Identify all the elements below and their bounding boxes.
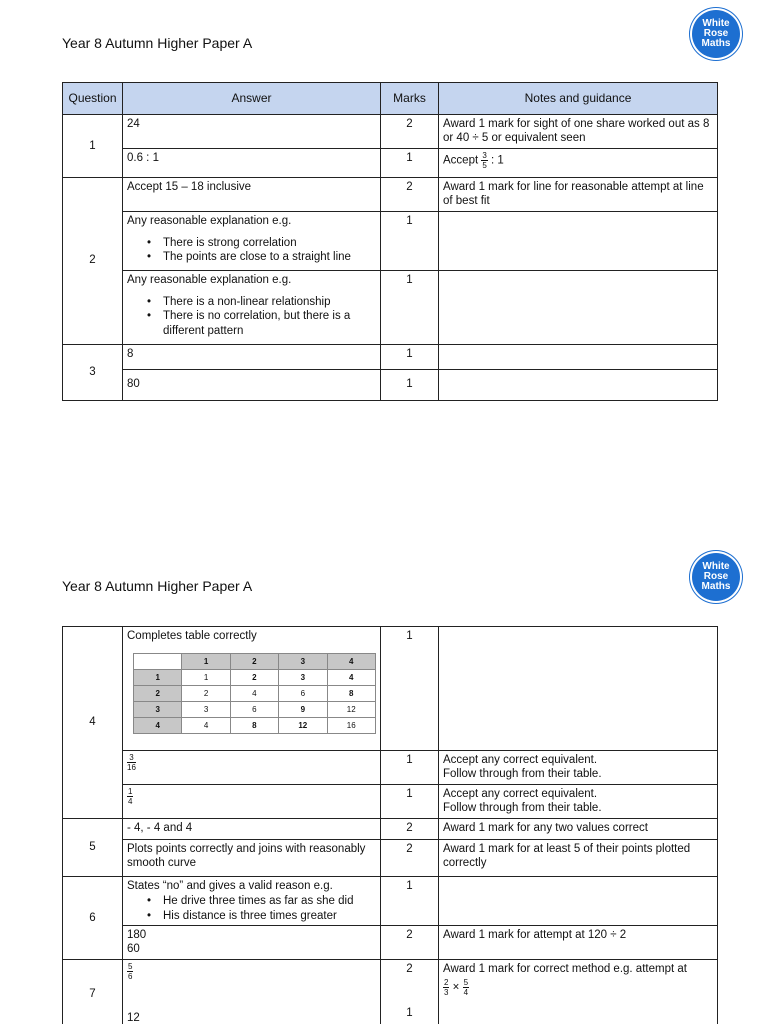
marks-cell: 1 [381,784,439,818]
column-header: 1 [182,654,230,670]
notes-cell [439,627,718,751]
table-cell: 1 [182,670,230,686]
answer-cell [123,751,381,785]
question-number: 7 [63,959,123,1024]
table-cell: 4 [182,718,230,734]
notes-cell [439,369,718,400]
table-row [63,784,718,818]
list-item: • There is strong correlation [147,236,376,250]
table-row [63,177,718,211]
marks-cell: 2 [381,839,439,876]
table-row [63,818,718,839]
table-row [63,148,718,177]
table-cell: 16 [327,718,375,734]
table-cell: 2 [182,686,230,702]
table-row [63,270,718,344]
answer-cell: - 4, - 4 and 4 [123,818,381,839]
bullet-list [147,295,376,338]
header-answer: Answer [123,83,381,115]
fraction: $\frac{5}{4}$ [463,978,469,997]
marks-cell: 2 [381,925,439,959]
table-row [63,115,718,149]
marks-cell: 1 [381,270,439,344]
fraction: $\frac{1}{4}$ [128,786,133,806]
row-header: 2 [134,686,182,702]
multiplication-table [133,653,376,734]
notes-cell: Accept $\frac{3}{5}$ : 1 [439,148,718,177]
notes-cell [439,344,718,369]
notes-cell: Award 1 mark for any two values correct [439,818,718,839]
table-cell: 3 [279,670,327,686]
marks-cell: 2 1 [381,959,439,1024]
answer-cell: 180 60 [123,925,381,959]
fraction: $\frac{3}{16}$ [127,753,136,772]
table-cell: 4 [230,686,278,702]
answer-cell: Completes table correctly 1 2 3 4 1 1 2 3 4 2 2 4 6 8 3 3 6 9 12 4 4 8 12 16 [123,627,381,751]
notes-cell: Accept any correct equivalent. Follow through from their table. [439,784,718,818]
header-marks: Marks [381,83,439,115]
marks-cell: 1 [381,751,439,785]
header-notes: Notes and guidance [439,83,718,115]
table-row [63,751,718,785]
marks-cell: 1 [381,344,439,369]
notes-cell [439,211,718,270]
fraction: $\frac{2}{3}$ [444,978,449,997]
question-number: 6 [63,876,123,959]
header-question: Question [63,83,123,115]
page-title: Year 8 Autumn Higher Paper A [62,35,253,51]
answer-cell: Accept 15 – 18 inclusive [123,177,381,211]
marks-cell: 1 [381,627,439,751]
white-rose-maths-logo: White Rose Maths [692,553,740,601]
column-header: 3 [279,654,327,670]
list-item: • The points are close to a straight line [147,250,376,264]
page-title: Year 8 Autumn Higher Paper A [62,578,253,594]
mark-scheme-table [62,82,718,401]
table-cell: 2 [230,670,278,686]
answer-cell: 24 [123,115,381,149]
fraction: $\frac{3}{5}$ [482,150,487,170]
notes-cell: Accept any correct equivalent. Follow through from their table. [439,751,718,785]
table-row [63,369,718,400]
marks-cell: 1 [381,876,439,925]
answer-cell: States “no” and gives a valid reason e.g. • He drive three times as far as she did • His distance is three times greater [123,876,381,925]
table-row [63,839,718,876]
column-header: 2 [230,654,278,670]
answer-cell [123,784,381,818]
question-number: 1 [63,115,123,178]
table-cell: 6 [230,702,278,718]
list-item: • There is no correlation, but there is a different pattern [147,309,376,338]
question-number: 5 [63,818,123,876]
row-header: 3 [134,702,182,718]
row-header: 4 [134,718,182,734]
question-number: 4 [63,627,123,819]
table-cell: 8 [230,718,278,734]
notes-cell: Award 1 mark for correct method e.g. attempt at $\frac{2}{3}$ × $\frac{5}{4}$ [439,959,718,1024]
answer-cell: Plots points correctly and joins with reasonably smooth curve [123,839,381,876]
table-row [63,925,718,959]
list-item: • There is a non-linear relationship [147,295,376,309]
bullet-list [147,236,376,265]
table-row [134,718,376,734]
answer-cell: 8 [123,344,381,369]
table-row [63,959,718,1024]
answer-cell: 80 [123,369,381,400]
table-row [134,686,376,702]
bullet-list [147,894,376,923]
notes-cell: Award 1 mark for line for reasonable attempt at line of best fit [439,177,718,211]
answer-cell: Any reasonable explanation e.g. • There is a non-linear relationship • There is no correlation, but there is a different pattern [123,270,381,344]
fraction: $\frac{5}{6}$ [128,961,133,981]
table-cell: 12 [279,718,327,734]
notes-cell: Award 1 mark for attempt at 120 ÷ 2 [439,925,718,959]
table-row [134,670,376,686]
marks-cell: 2 [381,177,439,211]
notes-cell: Award 1 mark for at least 5 of their points plotted correctly [439,839,718,876]
table-cell: 6 [279,686,327,702]
table-header-row [63,83,718,115]
column-header: 4 [327,654,375,670]
table-cell: 12 [327,702,375,718]
answer-cell: Any reasonable explanation e.g. • There is strong correlation • The points are close to a straight line [123,211,381,270]
table-cell: 3 [182,702,230,718]
question-number: 2 [63,177,123,344]
marks-cell: 1 [381,211,439,270]
marks-cell: 1 [381,148,439,177]
list-item: • His distance is three times greater [147,909,376,923]
table-cell: 4 [327,670,375,686]
table-row [63,876,718,925]
corner-cell [134,654,182,670]
marks-cell: 1 [381,369,439,400]
white-rose-maths-logo: White Rose Maths [692,10,740,58]
table-row [63,211,718,270]
table-row [134,702,376,718]
answer-cell: 0.6 : 1 [123,148,381,177]
question-number: 3 [63,344,123,400]
row-header: 1 [134,670,182,686]
mark-scheme-table [62,626,718,1024]
marks-cell: 2 [381,115,439,149]
table-cell: 9 [279,702,327,718]
notes-cell [439,876,718,925]
notes-cell: Award 1 mark for sight of one share worked out as 8 or 40 ÷ 5 or equivalent seen [439,115,718,149]
table-row [63,627,718,751]
answer-cell: $\frac{5}{6}$ 12 [123,959,381,1024]
table-row [63,344,718,369]
table-cell: 8 [327,686,375,702]
list-item: • He drive three times as far as she did [147,894,376,908]
notes-cell [439,270,718,344]
marks-cell: 2 [381,818,439,839]
